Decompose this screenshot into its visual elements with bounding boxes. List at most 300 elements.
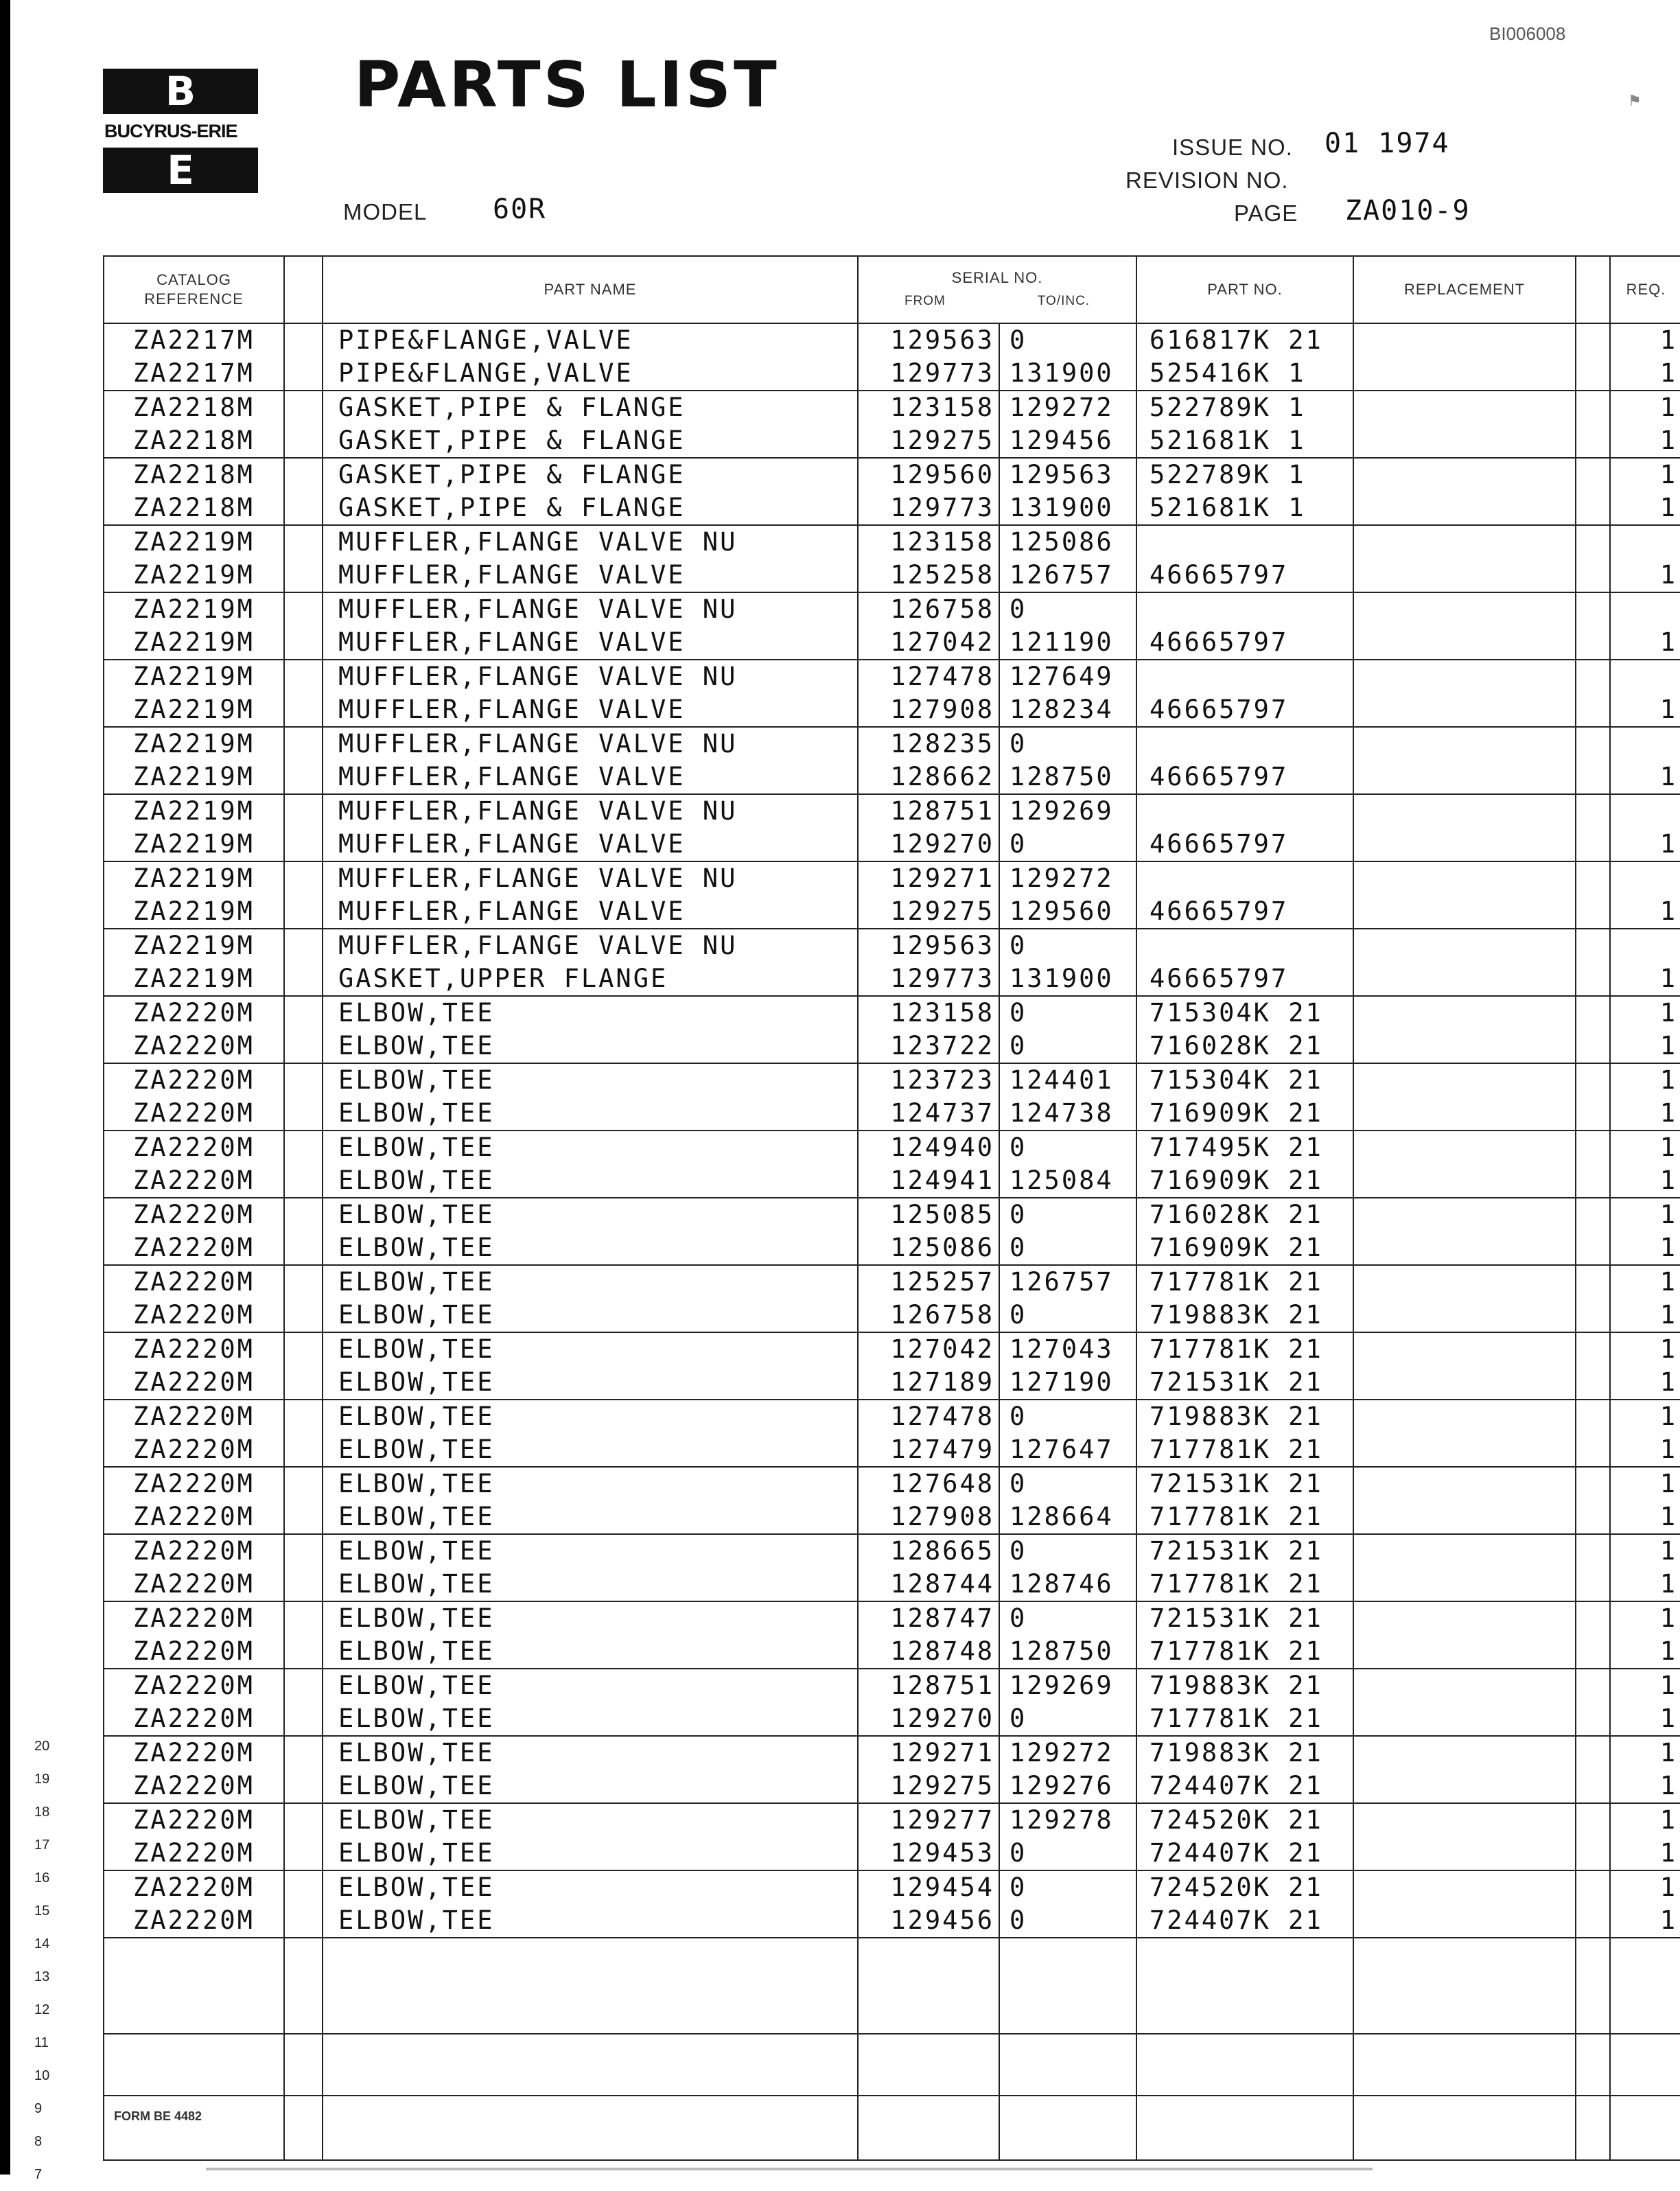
- spacer-cell: [284, 1231, 323, 1265]
- spacer-cell: [284, 727, 323, 761]
- catalog-reference-cell: ZA2219M: [104, 761, 284, 794]
- req-cell: 1: [1610, 1870, 1680, 1904]
- part-number-cell: 716028K 21: [1136, 1030, 1353, 1063]
- part-name-cell: ELBOW,TEE: [323, 1030, 858, 1063]
- part-name-cell: GASKET,PIPE & FLANGE: [323, 458, 858, 491]
- serial-to-cell: 0: [999, 1198, 1136, 1231]
- table-row: [104, 1904, 1680, 1938]
- replacement-spacer-cell: [1576, 1770, 1610, 1803]
- spacer-cell: [284, 962, 323, 996]
- spacer-cell: [284, 929, 323, 962]
- replacement-cell: [1353, 1063, 1576, 1097]
- req-header: REQ.: [1610, 256, 1680, 323]
- req-cell: 1: [1610, 424, 1680, 458]
- replacement-spacer-cell: [1576, 1131, 1610, 1164]
- spacer-cell: [284, 1534, 323, 1568]
- serial-to-cell: 128746: [999, 1568, 1136, 1601]
- serial-from-cell: 125086: [858, 1231, 999, 1265]
- req-cell: 1: [1610, 1400, 1680, 1433]
- table-row: [104, 1770, 1680, 1803]
- serial-to-cell: 129560: [999, 895, 1136, 929]
- req-cell: 1: [1610, 1568, 1680, 1601]
- part-name-cell: ELBOW,TEE: [323, 1164, 858, 1198]
- catalog-reference-cell: ZA2219M: [104, 962, 284, 996]
- table-row: [104, 1433, 1680, 1467]
- table-row: [104, 1534, 1680, 1568]
- serial-from-cell: 124737: [858, 1097, 999, 1131]
- table-row: [104, 1030, 1680, 1063]
- part-number-cell: 46665797: [1136, 626, 1353, 660]
- blank-part-number-cell: [1136, 1938, 1353, 2034]
- replacement-cell: [1353, 424, 1576, 458]
- serial-from-cell: 124941: [858, 1164, 999, 1198]
- replacement-cell: [1353, 1400, 1576, 1433]
- replacement-spacer-cell: [1576, 1669, 1610, 1702]
- part-number-cell: 717781K 21: [1136, 1332, 1353, 1366]
- req-cell: 1: [1610, 1736, 1680, 1770]
- margin-line-numbers: [34, 1730, 62, 2191]
- part-number-cell: 717781K 21: [1136, 1635, 1353, 1669]
- part-number-cell: 719883K 21: [1136, 1299, 1353, 1332]
- spacer-cell: [284, 626, 323, 660]
- serial-to-cell: 0: [999, 1030, 1136, 1063]
- serial-from-cell: 128235: [858, 727, 999, 761]
- serial-from-cell: 127042: [858, 1332, 999, 1366]
- req-cell: 1: [1610, 1770, 1680, 1803]
- margin-line-number: 12: [34, 2002, 50, 2017]
- spacer-cell: [284, 794, 323, 828]
- table-row: [104, 1635, 1680, 1669]
- serial-from-cell: 128748: [858, 1635, 999, 1669]
- spacer-cell: [284, 491, 323, 525]
- serial-from-cell: 128744: [858, 1568, 999, 1601]
- catalog-reference-cell: ZA2220M: [104, 1030, 284, 1063]
- margin-line-number: 18: [34, 1805, 50, 1820]
- serial-to-label: TO/INC.: [1037, 294, 1090, 308]
- spacer-cell: [284, 424, 323, 458]
- req-cell: 1: [1610, 1433, 1680, 1467]
- serial-from-cell: 127908: [858, 693, 999, 727]
- replacement-spacer-cell: [1576, 962, 1610, 996]
- spacer-header: [284, 256, 323, 323]
- replacement-spacer-cell: [1576, 727, 1610, 761]
- catalog-reference-cell: ZA2218M: [104, 458, 284, 491]
- serial-to-cell: 121190: [999, 626, 1136, 660]
- catalog-reference-cell: ZA2220M: [104, 1433, 284, 1467]
- replacement-cell: [1353, 895, 1576, 929]
- replacement-cell: [1353, 1198, 1576, 1231]
- part-name-cell: GASKET,PIPE & FLANGE: [323, 424, 858, 458]
- left-binding-bar: [0, 0, 10, 2175]
- margin-line-number: 13: [34, 1969, 50, 1984]
- part-name-cell: PIPE&FLANGE,VALVE: [323, 357, 858, 391]
- part-number-cell: 719883K 21: [1136, 1400, 1353, 1433]
- part-name-cell: PIPE&FLANGE,VALVE: [323, 323, 858, 357]
- replacement-spacer-cell: [1576, 1736, 1610, 1770]
- table-row: [104, 660, 1680, 693]
- part-name-cell: ELBOW,TEE: [323, 1097, 858, 1131]
- logo-top-letter: B: [103, 69, 258, 114]
- replacement-cell: [1353, 1770, 1576, 1803]
- replacement-cell: [1353, 929, 1576, 962]
- blank-part-name-cell: [323, 2096, 858, 2160]
- replacement-spacer-cell: [1576, 1500, 1610, 1534]
- table-row: [104, 424, 1680, 458]
- replacement-cell: [1353, 1164, 1576, 1198]
- replacement-spacer-cell: [1576, 1164, 1610, 1198]
- req-cell: 1: [1610, 626, 1680, 660]
- serial-to-cell: 0: [999, 1400, 1136, 1433]
- blank-catalog-reference-cell: [104, 1938, 284, 2034]
- spacer-cell: [284, 1063, 323, 1097]
- logo-company-name: BUCYRUS-ERIE: [104, 121, 237, 141]
- blank-replacement-cell: [1353, 1938, 1576, 2034]
- req-cell: 1: [1610, 1467, 1680, 1500]
- issue-label: ISSUE NO.: [1172, 135, 1293, 160]
- replacement-cell: [1353, 458, 1576, 491]
- part-name-header: PART NAME: [323, 256, 858, 323]
- part-name-cell: ELBOW,TEE: [323, 1803, 858, 1837]
- catalog-reference-cell: ZA2220M: [104, 1534, 284, 1568]
- replacement-spacer-cell: [1576, 592, 1610, 626]
- req-cell: 1: [1610, 1601, 1680, 1635]
- serial-from-cell: 129275: [858, 1770, 999, 1803]
- serial-to-cell: 0: [999, 727, 1136, 761]
- catalog-reference-cell: ZA2218M: [104, 424, 284, 458]
- part-name-cell: ELBOW,TEE: [323, 1736, 858, 1770]
- part-name-cell: ELBOW,TEE: [323, 1500, 858, 1534]
- replacement-spacer-cell: [1576, 660, 1610, 693]
- req-cell: 1: [1610, 1803, 1680, 1837]
- catalog-reference-cell: ZA2220M: [104, 1164, 284, 1198]
- serial-from-cell: 123722: [858, 1030, 999, 1063]
- serial-to-cell: 129269: [999, 794, 1136, 828]
- part-name-cell: MUFFLER,FLANGE VALVE: [323, 626, 858, 660]
- replacement-cell: [1353, 323, 1576, 357]
- catalog-reference-cell: ZA2220M: [104, 1837, 284, 1870]
- table-row: [104, 357, 1680, 391]
- replacement-cell: [1353, 1299, 1576, 1332]
- part-number-cell: [1136, 660, 1353, 693]
- part-number-cell: 46665797: [1136, 962, 1353, 996]
- blank-replacement-spacer-cell: [1576, 2096, 1610, 2160]
- replacement-cell: [1353, 491, 1576, 525]
- part-number-cell: 719883K 21: [1136, 1669, 1353, 1702]
- margin-line-number: 11: [34, 2035, 49, 2050]
- catalog-reference-cell: ZA2220M: [104, 1400, 284, 1433]
- part-number-cell: 717781K 21: [1136, 1433, 1353, 1467]
- serial-from-cell: 128747: [858, 1601, 999, 1635]
- part-name-cell: ELBOW,TEE: [323, 1231, 858, 1265]
- table-row: [104, 1400, 1680, 1433]
- req-cell: 1: [1610, 1669, 1680, 1702]
- replacement-spacer-cell: [1576, 1803, 1610, 1837]
- spacer-cell: [284, 1198, 323, 1231]
- blank-part-number-cell: [1136, 2096, 1353, 2160]
- part-name-cell: MUFFLER,FLANGE VALVE: [323, 895, 858, 929]
- blank-part-name-cell: [323, 1938, 858, 2034]
- table-body: [104, 323, 1680, 2160]
- part-name-cell: MUFFLER,FLANGE VALVE NU: [323, 592, 858, 626]
- table-row: [104, 1467, 1680, 1500]
- serial-from-cell: 128751: [858, 794, 999, 828]
- catalog-reference-cell: ZA2220M: [104, 1131, 284, 1164]
- req-cell: 1: [1610, 962, 1680, 996]
- part-name-cell: MUFFLER,FLANGE VALVE NU: [323, 727, 858, 761]
- serial-from-cell: 129277: [858, 1803, 999, 1837]
- blank-replacement-cell: [1353, 2096, 1576, 2160]
- req-cell: [1610, 525, 1680, 559]
- table-row: [104, 1837, 1680, 1870]
- blank-serial-to-cell: [999, 2034, 1136, 2096]
- table-row: [104, 1231, 1680, 1265]
- spacer-cell: [284, 1265, 323, 1299]
- table-row: [104, 693, 1680, 727]
- catalog-reference-cell: ZA2220M: [104, 1736, 284, 1770]
- serial-to-cell: 129563: [999, 458, 1136, 491]
- replacement-cell: [1353, 1500, 1576, 1534]
- replacement-cell: [1353, 996, 1576, 1030]
- part-number-cell: 715304K 21: [1136, 996, 1353, 1030]
- req-cell: 1: [1610, 828, 1680, 861]
- table-row: [104, 323, 1680, 357]
- part-number-cell: 724407K 21: [1136, 1904, 1353, 1938]
- serial-to-cell: 0: [999, 1601, 1136, 1635]
- serial-from-cell: 129773: [858, 962, 999, 996]
- replacement-spacer-cell: [1576, 895, 1610, 929]
- part-name-cell: MUFFLER,FLANGE VALVE NU: [323, 525, 858, 559]
- serial-to-cell: 0: [999, 1231, 1136, 1265]
- catalog-reference-cell: ZA2220M: [104, 1299, 284, 1332]
- replacement-spacer-cell: [1576, 1601, 1610, 1635]
- serial-to-cell: 129272: [999, 391, 1136, 424]
- serial-from-cell: 127042: [858, 626, 999, 660]
- replacement-spacer-cell: [1576, 525, 1610, 559]
- spacer-cell: [284, 1332, 323, 1366]
- serial-to-cell: 131900: [999, 357, 1136, 391]
- req-cell: 1: [1610, 1332, 1680, 1366]
- spacer-cell: [284, 1803, 323, 1837]
- blank-serial-from-cell: [858, 1938, 999, 2034]
- replacement-cell: [1353, 693, 1576, 727]
- req-cell: 1: [1610, 1231, 1680, 1265]
- serial-to-cell: 125084: [999, 1164, 1136, 1198]
- blank-req-cell: [1610, 2096, 1680, 2160]
- document-code: BI006008: [1489, 23, 1566, 44]
- part-number-cell: 46665797: [1136, 559, 1353, 592]
- part-number-cell: [1136, 592, 1353, 626]
- serial-from-cell: 127478: [858, 1400, 999, 1433]
- spacer-cell: [284, 1433, 323, 1467]
- replacement-spacer-cell: [1576, 626, 1610, 660]
- replacement-spacer-cell: [1576, 1097, 1610, 1131]
- blank-req-cell: [1610, 1938, 1680, 2034]
- part-number-cell: 522789K 1: [1136, 391, 1353, 424]
- part-no-header: PART NO.: [1136, 256, 1353, 323]
- serial-to-cell: 0: [999, 929, 1136, 962]
- part-name-cell: ELBOW,TEE: [323, 1467, 858, 1500]
- spacer-cell: [284, 1601, 323, 1635]
- replacement-spacer-header: [1576, 256, 1610, 323]
- spacer-cell: [284, 1030, 323, 1063]
- part-number-cell: 616817K 21: [1136, 323, 1353, 357]
- spacer-cell: [284, 1736, 323, 1770]
- spacer-cell: [284, 1400, 323, 1433]
- req-cell: 1: [1610, 1500, 1680, 1534]
- model-value: 60R: [493, 194, 547, 225]
- serial-to-cell: 129278: [999, 1803, 1136, 1837]
- replacement-spacer-cell: [1576, 1837, 1610, 1870]
- replacement-cell: [1353, 794, 1576, 828]
- replacement-spacer-cell: [1576, 1467, 1610, 1500]
- serial-to-cell: 0: [999, 1467, 1136, 1500]
- table-row: [104, 895, 1680, 929]
- part-number-cell: [1136, 727, 1353, 761]
- replacement-spacer-cell: [1576, 794, 1610, 828]
- req-cell: 1: [1610, 895, 1680, 929]
- margin-line-number: 16: [34, 1870, 50, 1886]
- part-name-cell: ELBOW,TEE: [323, 1635, 858, 1669]
- spacer-cell: [284, 357, 323, 391]
- replacement-spacer-cell: [1576, 458, 1610, 491]
- spacer-cell: [284, 323, 323, 357]
- part-number-cell: 721531K 21: [1136, 1601, 1353, 1635]
- replacement-cell: [1353, 1601, 1576, 1635]
- serial-from-cell: 128662: [858, 761, 999, 794]
- table-row: [104, 761, 1680, 794]
- part-name-cell: ELBOW,TEE: [323, 1870, 858, 1904]
- serial-to-cell: 0: [999, 323, 1136, 357]
- table-row: [104, 1366, 1680, 1400]
- replacement-cell: [1353, 727, 1576, 761]
- catalog-reference-cell: ZA2219M: [104, 727, 284, 761]
- part-name-cell: ELBOW,TEE: [323, 1433, 858, 1467]
- catalog-reference-cell: ZA2220M: [104, 1097, 284, 1131]
- replacement-cell: [1353, 1030, 1576, 1063]
- part-number-cell: 521681K 1: [1136, 424, 1353, 458]
- catalog-reference-cell: ZA2220M: [104, 1467, 284, 1500]
- req-cell: 1: [1610, 693, 1680, 727]
- spacer-cell: [284, 828, 323, 861]
- serial-from-cell: 129773: [858, 357, 999, 391]
- part-number-cell: 717781K 21: [1136, 1500, 1353, 1534]
- req-cell: [1610, 592, 1680, 626]
- replacement-cell: [1353, 559, 1576, 592]
- form-number: FORM BE 4482: [114, 2109, 202, 2123]
- table-row: [104, 1702, 1680, 1736]
- catalog-reference-cell: ZA2220M: [104, 1770, 284, 1803]
- replacement-cell: [1353, 1702, 1576, 1736]
- serial-to-cell: 128234: [999, 693, 1136, 727]
- spacer-cell: [284, 1837, 323, 1870]
- serial-to-cell: 0: [999, 1299, 1136, 1332]
- spacer-cell: [284, 1702, 323, 1736]
- part-number-cell: 522789K 1: [1136, 458, 1353, 491]
- serial-to-cell: 126757: [999, 1265, 1136, 1299]
- replacement-cell: [1353, 1870, 1576, 1904]
- blank-serial-from-cell: [858, 2034, 999, 2096]
- part-name-cell: MUFFLER,FLANGE VALVE NU: [323, 929, 858, 962]
- req-cell: 1: [1610, 1702, 1680, 1736]
- serial-to-cell: 0: [999, 592, 1136, 626]
- table-row: [104, 861, 1680, 895]
- serial-to-cell: 128664: [999, 1500, 1136, 1534]
- req-cell: 1: [1610, 1030, 1680, 1063]
- replacement-cell: [1353, 761, 1576, 794]
- req-cell: [1610, 929, 1680, 962]
- replacement-cell: [1353, 861, 1576, 895]
- table-row: [104, 559, 1680, 592]
- replacement-cell: [1353, 1837, 1576, 1870]
- serial-from-cell: 126758: [858, 592, 999, 626]
- table-row: [104, 962, 1680, 996]
- blank-catalog-reference-cell: [104, 2034, 284, 2096]
- table-row: [104, 1669, 1680, 1702]
- catalog-reference-cell: ZA2219M: [104, 626, 284, 660]
- catalog-header-line2: REFERENCE: [144, 290, 244, 308]
- company-logo: [103, 69, 258, 193]
- req-cell: 1: [1610, 1837, 1680, 1870]
- replacement-cell: [1353, 1131, 1576, 1164]
- part-number-cell: 724407K 21: [1136, 1837, 1353, 1870]
- spacer-cell: [284, 1299, 323, 1332]
- margin-line-number: 9: [34, 2101, 43, 2116]
- replacement-cell: [1353, 1097, 1576, 1131]
- replacement-spacer-cell: [1576, 929, 1610, 962]
- part-name-cell: MUFFLER,FLANGE VALVE: [323, 693, 858, 727]
- req-cell: 1: [1610, 1534, 1680, 1568]
- serial-to-cell: 127649: [999, 660, 1136, 693]
- part-name-cell: MUFFLER,FLANGE VALVE: [323, 828, 858, 861]
- spacer-cell: [284, 761, 323, 794]
- table-row: [104, 491, 1680, 525]
- catalog-reference-cell: ZA2220M: [104, 1870, 284, 1904]
- replacement-spacer-cell: [1576, 1265, 1610, 1299]
- replacement-spacer-cell: [1576, 1299, 1610, 1332]
- catalog-reference-cell: ZA2219M: [104, 525, 284, 559]
- table-row: [104, 727, 1680, 761]
- spacer-cell: [284, 525, 323, 559]
- catalog-header-line1: CATALOG: [156, 271, 231, 288]
- serial-to-cell: 129272: [999, 1736, 1136, 1770]
- part-number-cell: 717781K 21: [1136, 1702, 1353, 1736]
- margin-line-number: 10: [34, 2068, 50, 2083]
- part-number-cell: 717781K 21: [1136, 1568, 1353, 1601]
- replacement-spacer-cell: [1576, 1904, 1610, 1938]
- margin-line-number: 7: [34, 2167, 43, 2182]
- serial-to-cell: 131900: [999, 962, 1136, 996]
- spacer-cell: [284, 1770, 323, 1803]
- serial-from-cell: 127908: [858, 1500, 999, 1534]
- spacer-cell: [284, 1131, 323, 1164]
- part-number-cell: 521681K 1: [1136, 491, 1353, 525]
- part-name-cell: ELBOW,TEE: [323, 1265, 858, 1299]
- part-name-cell: ELBOW,TEE: [323, 1702, 858, 1736]
- replacement-cell: [1353, 1332, 1576, 1366]
- req-cell: 1: [1610, 1299, 1680, 1332]
- replacement-cell: [1353, 660, 1576, 693]
- replacement-spacer-cell: [1576, 1198, 1610, 1231]
- catalog-reference-cell: ZA2220M: [104, 1669, 284, 1702]
- replacement-spacer-cell: [1576, 323, 1610, 357]
- replacement-cell: [1353, 1534, 1576, 1568]
- replacement-cell: [1353, 525, 1576, 559]
- table-row: [104, 592, 1680, 626]
- spacer-cell: [284, 1164, 323, 1198]
- blank-replacement-spacer-cell: [1576, 1938, 1610, 2034]
- catalog-reference-cell: ZA2218M: [104, 391, 284, 424]
- part-number-cell: 721531K 21: [1136, 1366, 1353, 1400]
